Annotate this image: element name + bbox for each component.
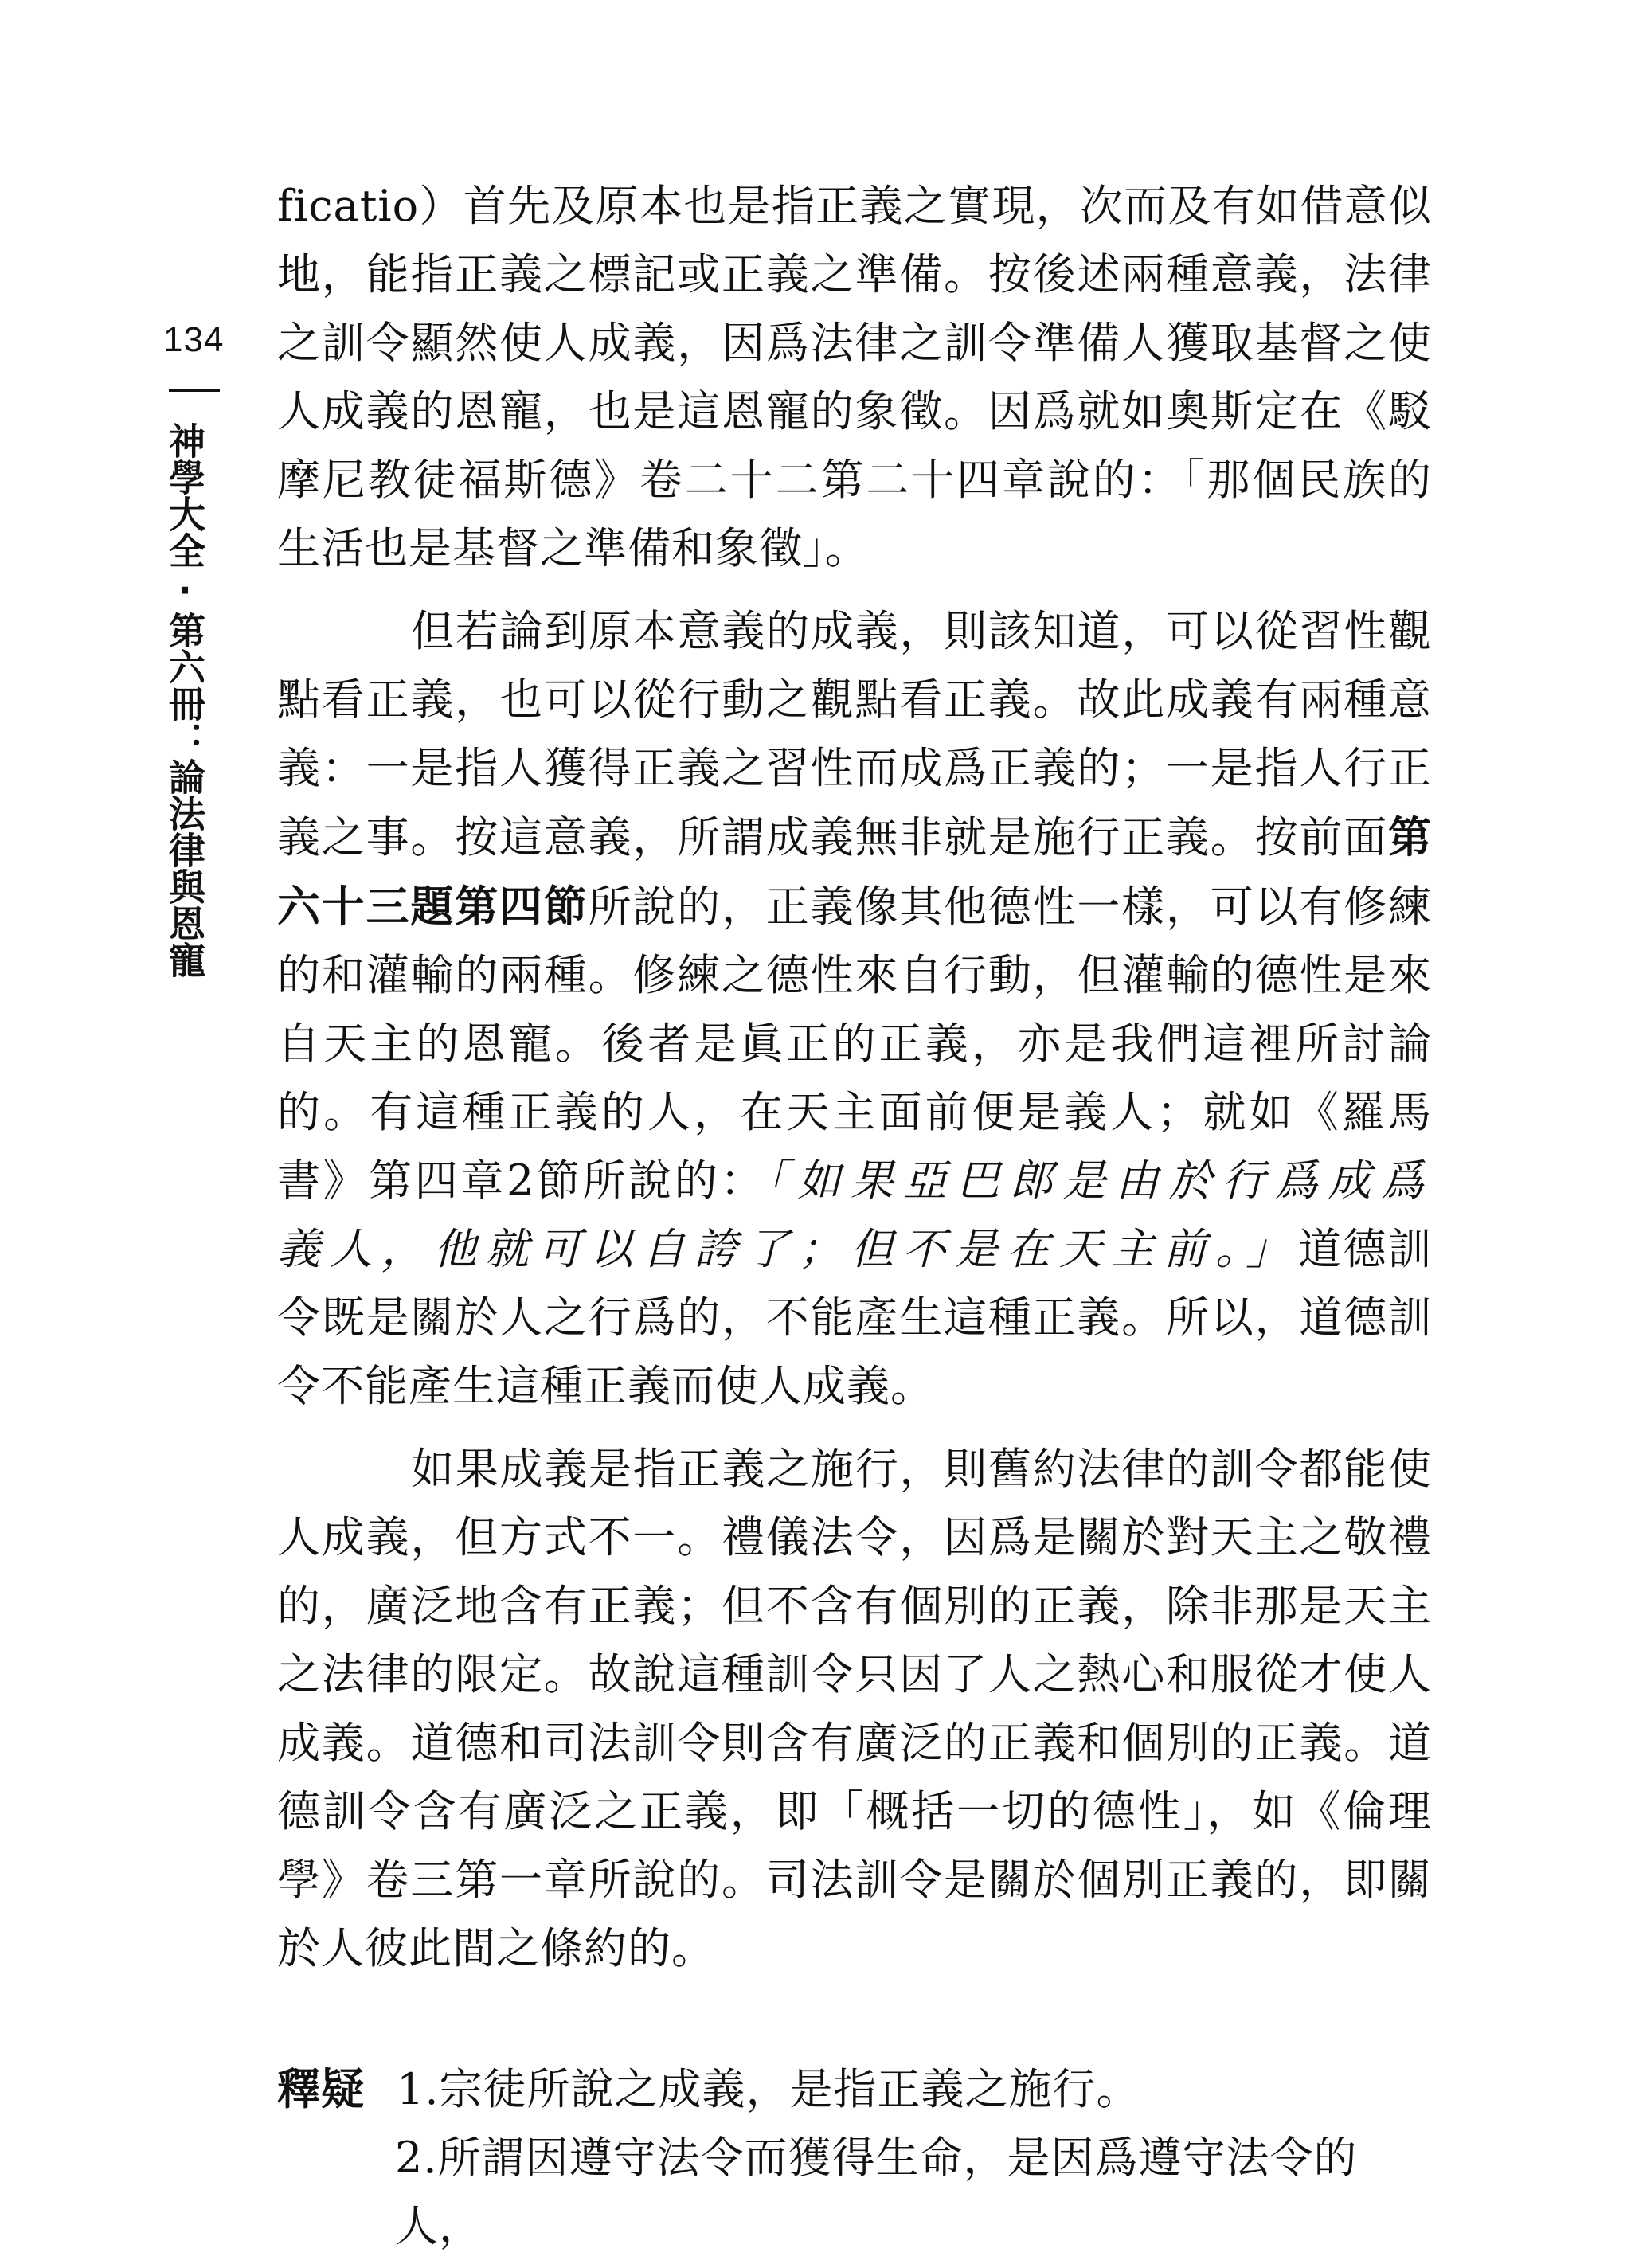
paragraph-1: ficatio）首先及原本也是指正義之實現，次而及有如借意似地，能指正義之標記或正義之準備。按後述兩種意義，法律之訓令顯然使人成義，因爲法律之訓令準備人獲取基督之使人成義的恩寵，也是這恩寵的象徵。因爲就如奧斯定在《駁摩尼教徒福斯德》卷二十二第二十四章說的：「那個民族的生活也是基督之準備和象徵」。 — [277, 181, 1432, 573]
paragraph-2-text-a: 但若論到原本意義的成義，則該知道，可以從習性觀點看正義，也可以從行動之觀點看正義。故此成義有兩種意義：一是指人獲得正義之習性而成爲正義的；一是指人行正義之事。按這意義，所謂成義無非就是施行正義。按前面 — [277, 606, 1432, 862]
text-body — [277, 172, 1432, 2261]
paragraph-2 — [277, 597, 1432, 1421]
bold-reference: 第六十三題第四節 — [277, 811, 1432, 932]
page-number: 134 — [163, 320, 225, 359]
running-title: 神學大全·第六冊：論法律與恩寵 — [163, 422, 206, 978]
paragraph-3: 如果成義是指正義之施行，則舊約法律的訓令都能使人成義，但方式不一。禮儀法令，因爲是關於對天主之敬禮的，廣泛地含有正義；但不含有個別的正義，除非那是天主之法律的限定。故說這種訓令只因了人之熱心和服從才使人成義。道德和司法訓令則含有廣泛的正義和個別的正義。道德訓令含有廣泛之正義，即「概括一切的德性」，如《倫理學》卷三第一章所說的。司法訓令是關於個別正義的，即關於人彼此間之條約的。 — [277, 1444, 1432, 1973]
objection-item-2: 2.所謂因遵守法令而獲得生命，是因爲遵守法令的人， — [395, 2133, 1358, 2251]
scripture-quote: 「如果亞巴郎是由於行爲成爲義人，他就可以自誇了；但不是在天主前。」 — [277, 1156, 1433, 1274]
margin-rule — [169, 389, 220, 392]
paragraph-2-text-c: 道德訓令既是關於人之行爲的，不能產生這種正義。所以，道德訓令不能產生這種正義而使人成義。 — [277, 1224, 1433, 1411]
paragraph-2-text-b: 所說的，正義像其他德性一樣，可以有修練的和灌輸的兩種。修練之德性來自行動，但灌輸的德性是來自天主的恩寵。後者是眞正的正義，亦是我們這裡所討論的。有這種正義的人，在天主面前便是義人；就如《羅馬書》第四章2節所說的： — [277, 882, 1433, 1206]
objection-label: 釋疑 — [277, 2063, 365, 2114]
objection-row-1 — [277, 2055, 1432, 2124]
objection-item-1: 1.宗徒所說之成義，是指正義之施行。 — [397, 2064, 1140, 2114]
